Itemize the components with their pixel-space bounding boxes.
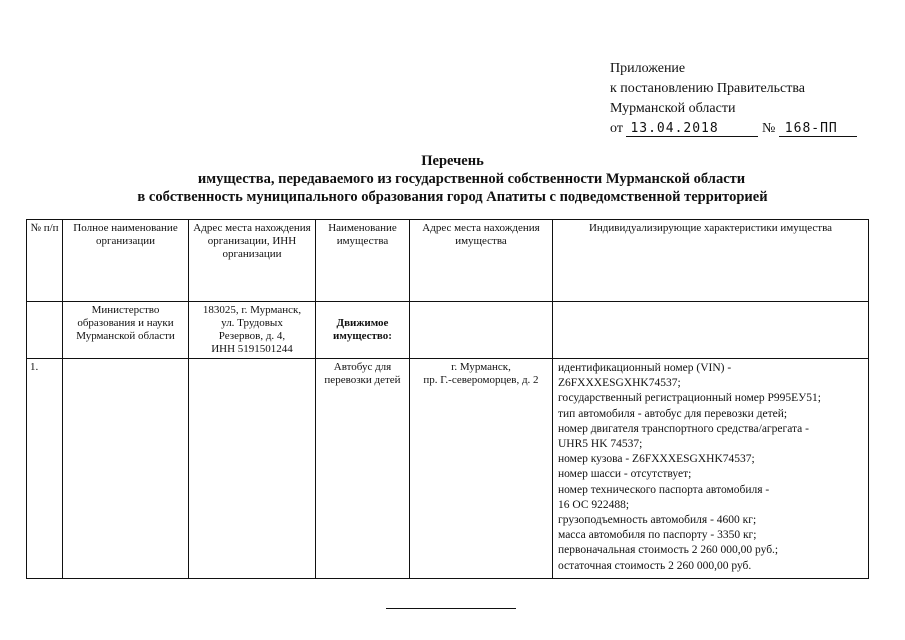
item-property-name-cell: Автобус для перевозки детей (316, 359, 410, 579)
heading-subtitle-2: в собственность муниципального образования город Апатиты с подведомственной территорией (137, 189, 768, 205)
heading-subtitle-1: имущества, передаваемого из государственной собственности Мурманской области (197, 171, 746, 187)
closing-rule (386, 608, 516, 609)
property-type-cell: Движимое имущество: (316, 302, 410, 359)
item-org-name-cell (63, 359, 189, 579)
org-address-line: ул. Трудовых (221, 317, 283, 329)
characteristic-line: номер кузова - Z6FXXXESGXHK74537; (558, 453, 755, 466)
characteristic-line: Z6FXXXESGXHK74537; (558, 377, 681, 390)
header-property-name: Наименование имущества (316, 220, 410, 302)
item-characteristics-cell (553, 359, 869, 579)
appendix-resolution-ref: к постановлению Правительства (610, 81, 806, 96)
characteristic-line: государственный регистрационный номер Р995ЕУ51; (558, 392, 821, 405)
characteristic-line: номер технического паспорта автомобиля - (558, 483, 770, 496)
appendix-region: Мурманской области (610, 101, 736, 116)
characteristic-line: грузоподъемность автомобиля - 4600 кг; (558, 514, 757, 527)
characteristic-line: идентификационный номер (VIN) - (558, 362, 732, 374)
table-row (27, 359, 869, 579)
table-row (27, 302, 869, 359)
resolution-date: 13.04.2018 (626, 121, 758, 137)
org-characteristics-cell (553, 302, 869, 359)
appendix-title: Приложение (610, 61, 686, 76)
characteristic-line: остаточная стоимость 2 260 000,00 руб. (558, 559, 752, 572)
characteristic-line: UHR5 HK 74537; (558, 438, 643, 451)
org-address-line: 183025, г. Мурманск, (202, 304, 302, 316)
header-number: № п/п (27, 220, 63, 302)
org-address-cell (189, 302, 316, 359)
document-heading (0, 152, 905, 206)
appendix-date-line (610, 119, 857, 139)
org-inn: ИНН 5191501244 (211, 343, 293, 355)
header-org-name: Полное наименование организации (63, 220, 189, 302)
characteristic-line: тип автомобиля - автобус для перевозки детей; (558, 407, 788, 420)
appendix-block (610, 59, 857, 139)
table-header-row (27, 220, 869, 302)
item-location-line: г. Мурманск, (451, 361, 511, 373)
org-location-cell (410, 302, 553, 359)
from-label: от (610, 121, 623, 136)
item-location-line: пр. Г.-североморцев, д. 2 (423, 374, 539, 386)
characteristic-line: номер шасси - отсутствует; (558, 468, 692, 481)
org-name-cell: Министерство образования и науки Мурманской области (63, 302, 189, 359)
property-table (26, 219, 869, 579)
heading-title: Перечень (421, 153, 484, 169)
item-org-address-cell (189, 359, 316, 579)
resolution-number: 168-ПП (779, 121, 857, 137)
characteristic-line: 16 ОС 922488; (558, 498, 630, 511)
characteristic-line: номер двигателя транспортного средства/агрегата - (558, 422, 809, 435)
header-property-address: Адрес места нахождения имущества (410, 220, 553, 302)
org-address-line: Резервов, д. 4, (218, 330, 286, 342)
item-number-cell: 1. (27, 359, 63, 579)
header-org-address: Адрес места нахождения организации, ИНН организации (189, 220, 316, 302)
number-label: № (761, 121, 776, 136)
characteristic-line: масса автомобиля по паспорту - 3350 кг; (558, 529, 757, 542)
org-number-cell (27, 302, 63, 359)
characteristic-line: первоначальная стоимость 2 260 000,00 руб.; (558, 544, 779, 557)
header-characteristics: Индивидуализирующие характеристики имущества (553, 220, 869, 302)
item-location-cell (410, 359, 553, 579)
